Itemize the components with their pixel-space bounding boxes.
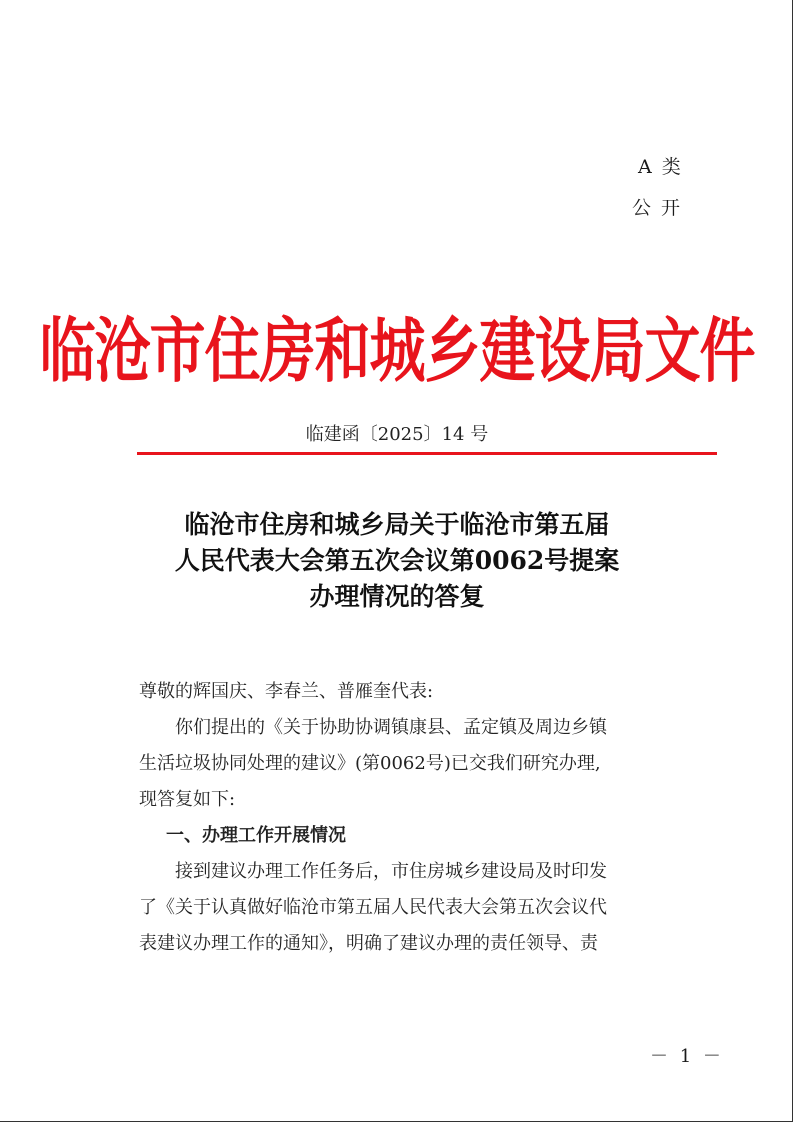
paragraph-1-line-1: 你们提出的《关于协助协调镇康县、孟定镇及周边乡镇 [175, 717, 607, 738]
document-body [139, 674, 699, 962]
title-line-3: 办理情况的答复 [309, 582, 485, 611]
paragraph-1-line-2: 生活垃圾协同处理的建议》(第0062号)已交我们研究办理, [139, 753, 601, 774]
red-separator-rule [137, 452, 717, 455]
title-line-1: 临沧市住房和城乡局关于临沧市第五届 [184, 510, 610, 539]
disclosure-label: 公 开 [632, 197, 683, 219]
paragraph-2-line-1: 接到建议办理工作任务后，市住房城乡建设局及时印发 [175, 861, 607, 882]
document-number: 临建函〔2025〕14 号 [305, 424, 489, 445]
masthead-title: 临沧市住房和城乡建设局文件 [39, 309, 755, 393]
paragraph-2-line-2: 了《关于认真做好临沧市第五届人民代表大会第五次会议代 [139, 897, 607, 918]
section-1-heading: 一、办理工作开展情况 [166, 825, 346, 846]
classification-label: A 类 [638, 156, 683, 178]
paragraph-2-line-3: 表建议办理工作的通知》，明确了建议办理的责任领导、责 [139, 933, 598, 954]
paragraph-1-line-3: 现答复如下: [139, 789, 236, 810]
title-line-2: 人民代表大会第五次会议第0062号提案 [174, 546, 620, 575]
salutation: 尊敬的辉国庆、李春兰、普雁奎代表: [139, 681, 434, 702]
page-number: － 1 － [650, 1046, 724, 1067]
document-title [0, 507, 794, 615]
